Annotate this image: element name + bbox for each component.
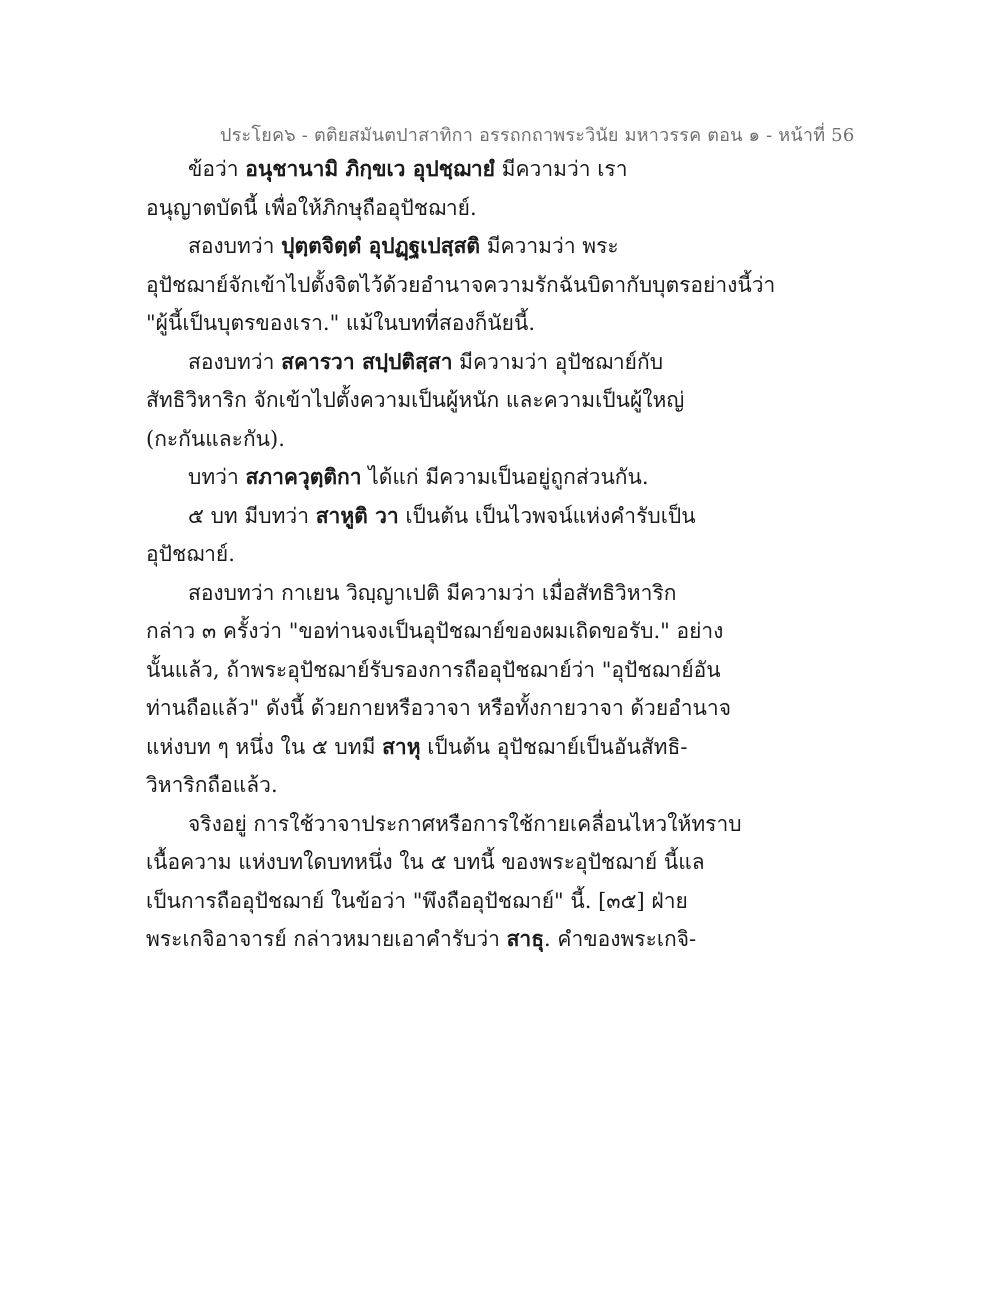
text-run: บทว่า [188,465,246,489]
text-run: อุปัชฌาย์จักเข้าไปตั้งจิตไว้ด้วยอำนาจความรักฉันบิดากับบุตรอย่างนี้ว่า [146,272,776,297]
paragraph-line [146,882,706,921]
text-run: สองบทว่า [188,234,282,258]
text-run: มีความว่า อุปัชฌาย์กับ [452,349,664,374]
text-run: . คำของพระเกจิ- [544,927,697,951]
paragraph-line [146,728,706,767]
paragraph-first-line [146,227,706,266]
text-run: มีความว่า เรา [494,157,628,181]
pali-term: ปุตฺตจิตฺตํ อุปฏฺฐเปสฺสติ [281,233,481,258]
paragraph [146,458,706,497]
paragraph-first-line [146,150,706,189]
document-body [146,150,776,959]
pali-term: สาหูติ วา [315,502,399,528]
pali-term: สาหุ [382,733,421,759]
text-run: เป็นต้น เป็นไวพจน์แห่งคำรับเป็น [398,503,696,528]
pali-term: สาธุ [506,926,545,951]
text-run: อนุญาตบัดนี้ เพื่อให้ภิกษุถืออุปัชฌาย์. [146,195,477,220]
paragraph-first-line [146,805,742,844]
paragraph-first-line [146,343,706,382]
text-run: เป็นการถืออุปัชฌาย์ ในข้อว่า "พึงถืออุปัชฌาย์" นี้. [๓๕] ฝ่าย [146,888,688,913]
paragraph-line [146,189,706,228]
text-run: (กะกันและกัน). [146,426,285,451]
pali-term: สคารวา สปฺปติสฺสา [281,348,453,374]
paragraph [146,227,776,343]
text-run: แห่งบท ๆ หนึ่ง ใน ๕ บทมี [146,734,383,759]
paragraph-first-line [146,458,706,497]
paragraph [146,574,731,805]
text-run: จริงอยู่ การใช้วาจาประกาศหรือการใช้กายเคลื่อนไหวให้ทราบ [188,811,742,836]
pali-term: อนุชานามิ ภิกฺขเว อุปชฺฌายํ [245,156,495,181]
paragraph-line [146,920,706,959]
text-run: นั้นแล้ว, ถ้าพระอุปัชฌาย์รับรองการถืออุปัชฌาย์ว่า "อุปัชฌาย์อัน [146,657,721,682]
text-run: ได้แก่ มีความเป็นอยู่ถูกส่วนกัน. [361,465,649,489]
text-run: ท่านถือแล้ว" ดังนี้ ด้วยกายหรือวาจา หรือทั้งกายวาจา ด้วยอำนาจ [146,696,731,720]
pali-term: สภาควุตฺติกา [245,464,362,489]
paragraph-line [146,304,706,343]
paragraph [146,150,706,227]
paragraph-line [146,689,731,728]
paragraph [146,343,706,459]
text-run: พระเกจิอาจารย์ กล่าวหมายเอาคำรับว่า [146,927,507,951]
paragraph [146,805,742,959]
paragraph-line [146,420,706,459]
running-head-text: ประโยค๖ - ตติยสมันตปาสาทิกา อรรถกถาพระวินัย มหาวรรค ตอน ๑ - หน้าที่ 56 [220,125,855,146]
paragraph-line [146,843,706,882]
text-run: มีความว่า พระ [480,234,619,258]
text-run: เป็นต้น อุปัชฌาย์เป็นอันสัทธิ- [420,734,688,759]
text-run: สองบทว่า [188,349,282,374]
text-run: ๕ บท มีบทว่า [188,503,316,528]
paragraph-line [146,381,706,420]
paragraph [146,497,706,574]
paragraph-line [146,266,776,305]
text-run: วิหาริกถือแล้ว. [146,773,278,797]
paragraph-first-line [146,497,706,536]
text-run: อุปัชฌาย์. [146,542,235,566]
text-run: "ผู้นี้เป็นบุตรของเรา." แม้ในบทที่สองก็นัยนี้. [146,311,536,335]
text-run: สองบทว่า กาเยน วิญฺญาเปติ มีความว่า เมื่อสัทธิวิหาริก [188,580,677,605]
text-run: สัทธิวิหาริก จักเข้าไปตั้งความเป็นผู้หนัก และความเป็นผู้ใหญ่ [146,388,685,412]
paragraph-line [146,766,706,805]
paragraph-first-line [146,574,706,613]
paragraph-line [146,651,721,690]
text-run: กล่าว ๓ ครั้งว่า "ขอท่านจงเป็นอุปัชฌาย์ของผมเถิดขอรับ." อย่าง [146,619,724,643]
paragraph-line [146,612,724,651]
text-run: เนื้อความ แห่งบทใดบทหนึ่ง ใน ๕ บทนี้ ของพระอุปัชฌาย์ นี้แล [146,850,705,874]
text-run: ข้อว่า [188,157,246,181]
paragraph-line [146,535,706,574]
